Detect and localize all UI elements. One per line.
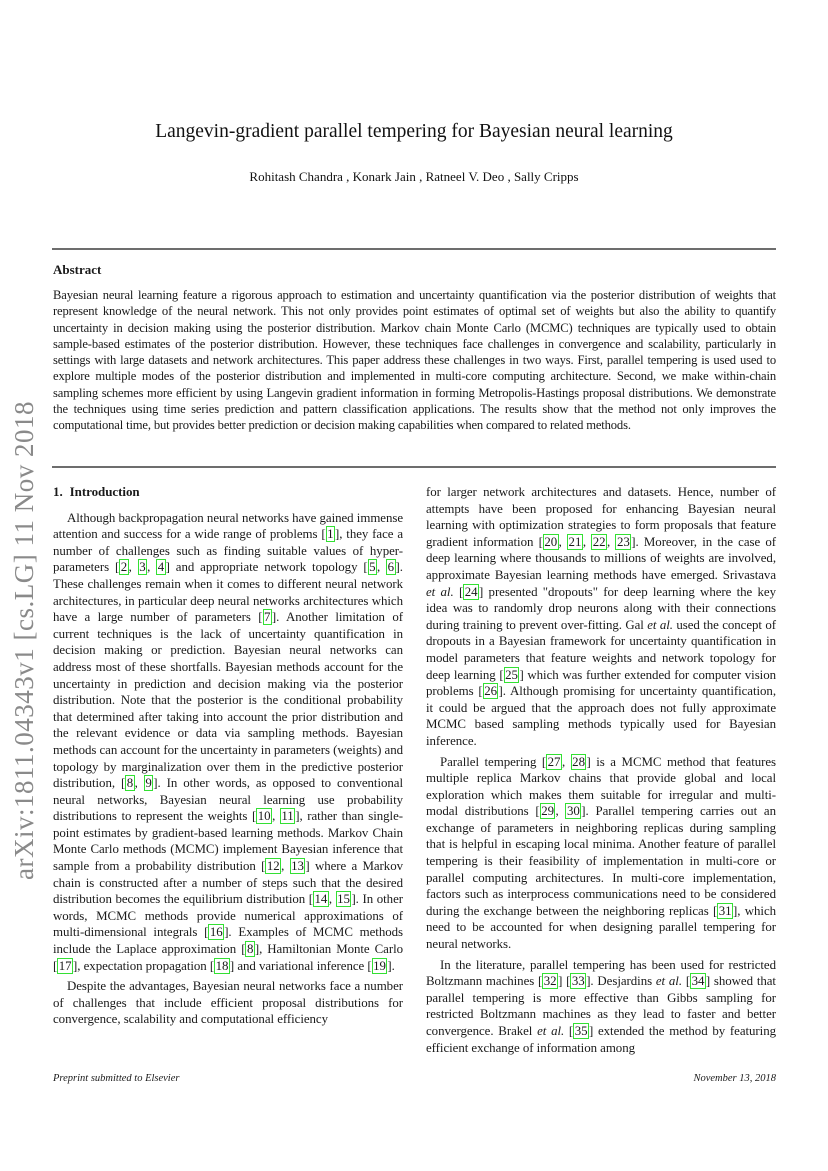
paragraph-text: ]. In other words, as opposed to conventional neural networks, Bayesian neural learning use probability distributions to represent the weights [: [53, 776, 403, 824]
citation-link-22[interactable]: 22: [592, 534, 606, 549]
citation-link-15[interactable]: 15: [337, 892, 350, 907]
citation-link-5[interactable]: 5: [369, 560, 376, 575]
citation-link-28[interactable]: 28: [572, 754, 585, 769]
paragraph-text: ], Hamiltonian Monte Carlo [: [53, 942, 403, 973]
footer-preprint-note: Preprint submitted to Elsevier: [53, 1073, 180, 1084]
paragraph-text: ] where a Markov chain is constructed after a number of steps such that the desired distribution becomes the equilibrium distribution [: [53, 859, 403, 907]
paragraph-text: [: [682, 974, 691, 989]
paragraph-text: ,: [128, 560, 138, 575]
paragraph-text: ] is a MCMC method that features multiple replica Markov chains that provide global and local exploration which makes them suitable for irregular and multi-modal distributions [: [426, 754, 776, 819]
paragraph-text: ,: [377, 560, 387, 575]
paragraph-text: ,: [328, 892, 336, 907]
citation-link-24[interactable]: 24: [464, 584, 478, 599]
citation-link-32[interactable]: 32: [543, 974, 557, 989]
paper-authors: Rohitash Chandra , Konark Jain , Ratneel V. Deo , Sally Cripps: [249, 169, 579, 184]
paragraph-text: ,: [281, 859, 290, 874]
abstract-top-divider: [52, 248, 776, 250]
citation-link-17[interactable]: 17: [58, 958, 72, 973]
paragraph-text: ].: [387, 958, 395, 973]
arxiv-identifier-stamp: [4, 355, 44, 925]
citation-link-29[interactable]: 29: [541, 804, 554, 819]
paragraph-text: ]. In other words, MCMC methods provide numerical approximations of multi-dimensional integrals [: [53, 892, 403, 940]
paragraph-text: Parallel tempering [: [440, 754, 547, 769]
abstract-heading: Abstract: [53, 262, 102, 277]
section-number: 1.: [53, 484, 63, 499]
paragraph-text: ,: [147, 560, 157, 575]
paragraph-text: [: [453, 584, 464, 599]
abstract-bottom-divider: [52, 466, 776, 468]
citation-link-9[interactable]: 9: [145, 776, 152, 791]
paragraph-text: ], expectation propagation [: [73, 958, 215, 973]
arxiv-identifier-text: arXiv:1811.04343v1 [cs.LG] 11 Nov 2018: [8, 400, 39, 880]
paragraph-text: ] showed that parallel tempering is more effective than Gibbs sampling for restricted Boltzmann machines as they lead to faster and better convergence. Brakel: [426, 974, 776, 1038]
paragraph-text: ] which was further extended for computer vision problems [: [426, 667, 777, 699]
footer-date: November 13, 2018: [693, 1073, 776, 1084]
body-paragraph: [426, 957, 776, 1057]
paragraph-text: ,: [272, 809, 280, 824]
body-paragraph: [53, 978, 403, 1028]
citation-link-8[interactable]: 8: [126, 776, 134, 791]
citation-link-20[interactable]: 20: [544, 534, 558, 549]
paragraph-text: ]. Although promising for uncertainty quantification, it could be argued that the approach does not fully approximate MCMC based sampling methods typically used for Bayesian inference.: [426, 684, 776, 748]
citation-link-16[interactable]: 16: [209, 925, 223, 940]
paragraph-text: Despite the advantages, Bayesian neural networks face a number of challenges that include efficient proposal distributions for convergence, scalability and computational efficiency: [53, 979, 403, 1027]
citation-link-27[interactable]: 27: [547, 754, 561, 769]
citation-link-30[interactable]: 30: [566, 804, 580, 819]
paragraph-text: ] presented "dropouts" for deep learning where the key idea was to randomly drop neurons along with their connections during training to prevent over-fitting. Gal: [426, 584, 776, 632]
citation-link-12[interactable]: 12: [266, 859, 280, 874]
paragraph-text: ] and variational inference [: [229, 958, 372, 973]
paragraph-text: Although backpropagation neural networks have gained immense attention and success for a wide range of problems [: [53, 510, 403, 542]
citation-link-33[interactable]: 33: [571, 974, 585, 989]
citation-link-13[interactable]: 13: [291, 859, 304, 874]
paragraph-text: ,: [582, 534, 592, 549]
citation-link-35[interactable]: 35: [574, 1024, 588, 1038]
citation-link-4[interactable]: 4: [157, 560, 165, 575]
citation-link-34[interactable]: 34: [691, 974, 705, 989]
left-column-body: [53, 510, 403, 1028]
paragraph-text: ]. Parallel tempering carries out an exchange of parameters in neighboring replicas during sampling that is helpful in escaping local minima. Another feature of parallel tempering is their feasibility of implementation in multi-core or parallel computing architectures. In multi-core implementation, factors such as interprocess communications need to be considered during the exchange between the neighboring replicas [: [426, 804, 776, 918]
citation-link-2[interactable]: 2: [120, 560, 128, 575]
paragraph-text: ], which need to be accounted for when designing parallel tempering for neural networks.: [426, 903, 777, 952]
paragraph-text: ]. Moreover, in the case of deep learning where thousands to millions of weights are involved, approximate Bayesian learning methods have emerged. Srivastava: [426, 534, 776, 582]
paragraph-text: ,: [561, 754, 571, 769]
paragraph-text: ,: [555, 804, 566, 819]
paper-title: Langevin-gradient parallel tempering for Bayesian neural learning: [155, 121, 673, 142]
paragraph-text: ] extended the method by featuring efficient exchange of information among: [426, 1024, 776, 1055]
italic-text: et al.: [647, 617, 673, 632]
abstract-text: Bayesian neural learning feature a rigorous approach to estimation and uncertainty quantification via the posterior distribution of weights that represent knowledge of the neural network. This not only provides point estimates of optimal set of weights but also the ability to quantify uncertainty in decision making using the posterior distribution. Markov chain Monte Carlo (MCMC) techniques are typically used to obtain sample-based estimates of the posterior distribution. However, these techniques face challenges in convergence and scalability, particularly in settings with large datasets and network architectures. This paper address these challenges in two ways. First, parallel tempering is used used to explore multiple modes of the posterior distribution and implemented in multi-core computing architecture. Second, we make within-chain sampling schemes more efficient by using Langevin gradient information in forming Metropolis-Hastings proposal distributions. We demonstrate the techniques using time series prediction and pattern classification applications. The results show that the method not only improves the computational time, but provides better prediction or decision making capabilities when compared to related methods.: [53, 288, 776, 433]
citation-link-31[interactable]: 31: [718, 903, 732, 918]
italic-text: et al.: [655, 974, 682, 989]
citation-link-7[interactable]: 7: [264, 610, 271, 625]
section-heading-introduction: [53, 484, 403, 501]
citation-link-14[interactable]: 14: [314, 892, 328, 907]
paragraph-text: ,: [558, 534, 568, 549]
left-column: [53, 484, 403, 1028]
paragraph-text: ]. Examples of MCMC methods include the Laplace approximation [: [53, 925, 403, 957]
paragraph-text: ] [: [558, 974, 571, 989]
citation-link-19[interactable]: 19: [373, 958, 386, 973]
body-paragraph: [53, 510, 403, 975]
paragraph-text: ]. These challenges remain when it comes to different neural network architectures, in particular deep neural networks architectures which have a large number of parameters [: [53, 560, 403, 625]
citation-link-8[interactable]: 8: [246, 942, 254, 957]
paragraph-text: used the concept of dropouts in a Bayesian framework for uncertainty quantification in model parameters that feature weights and network topology for deep learning [: [426, 617, 776, 682]
paragraph-text: ], they face a number of challenges such as finding suitable values of hyper-parameters [: [53, 527, 403, 575]
citation-link-6[interactable]: 6: [387, 560, 395, 575]
paragraph-text: ] and appropriate network topology [: [165, 560, 368, 575]
italic-text: et al.: [537, 1024, 565, 1038]
citation-link-25[interactable]: 25: [505, 667, 518, 682]
section-title: Introduction: [69, 484, 140, 499]
citation-link-18[interactable]: 18: [215, 958, 229, 973]
right-column-body: [426, 484, 776, 1056]
paragraph-text: for larger network architectures and datasets. Hence, number of attempts have been proposed for enhancing Bayesian neural learning with optimization strategies to form proposals that feature gradient information [: [426, 485, 776, 549]
citation-link-21[interactable]: 21: [568, 534, 582, 549]
right-column: [426, 484, 776, 1056]
citation-link-23[interactable]: 23: [616, 534, 630, 549]
paragraph-text: ]. Desjardins: [586, 974, 656, 989]
citation-link-1[interactable]: 1: [327, 527, 334, 542]
paragraph-text: [: [564, 1024, 574, 1038]
citation-link-11[interactable]: 11: [281, 809, 294, 824]
citation-link-26[interactable]: 26: [484, 684, 497, 699]
paragraph-text: In the literature, parallel tempering has been used for restricted Boltzmann machines [: [426, 957, 776, 989]
citation-link-10[interactable]: 10: [257, 809, 271, 824]
italic-text: et al.: [426, 584, 454, 599]
paragraph-text: ], rather than single-point estimates by gradient-based learning methods. Markov Chain Monte Carlo methods (MCMC) implement Bayesian inference that sample from a probability distribution [: [53, 809, 403, 874]
citation-link-3[interactable]: 3: [139, 560, 146, 575]
body-paragraph: [426, 484, 776, 750]
paragraph-text: ]. Another limitation of current techniques is the lack of uncertainty quantification in decision making or prediction. Bayesian neural networks can address most of these shortfalls. Bayesian methods account for the uncertainty in prediction and decision making via the posterior distribution. Note that the posterior is the conditional probability that determined after taking into account the prior distribution and the relevant evidence or data via sampling methods. Bayesian methods can account for the uncertainty in parameters (weights) and topology by marginalization over them in the predictive posterior distribution, [: [53, 610, 403, 791]
paragraph-text: ,: [607, 534, 616, 549]
paragraph-text: ,: [134, 776, 144, 791]
body-paragraph: [426, 754, 776, 953]
